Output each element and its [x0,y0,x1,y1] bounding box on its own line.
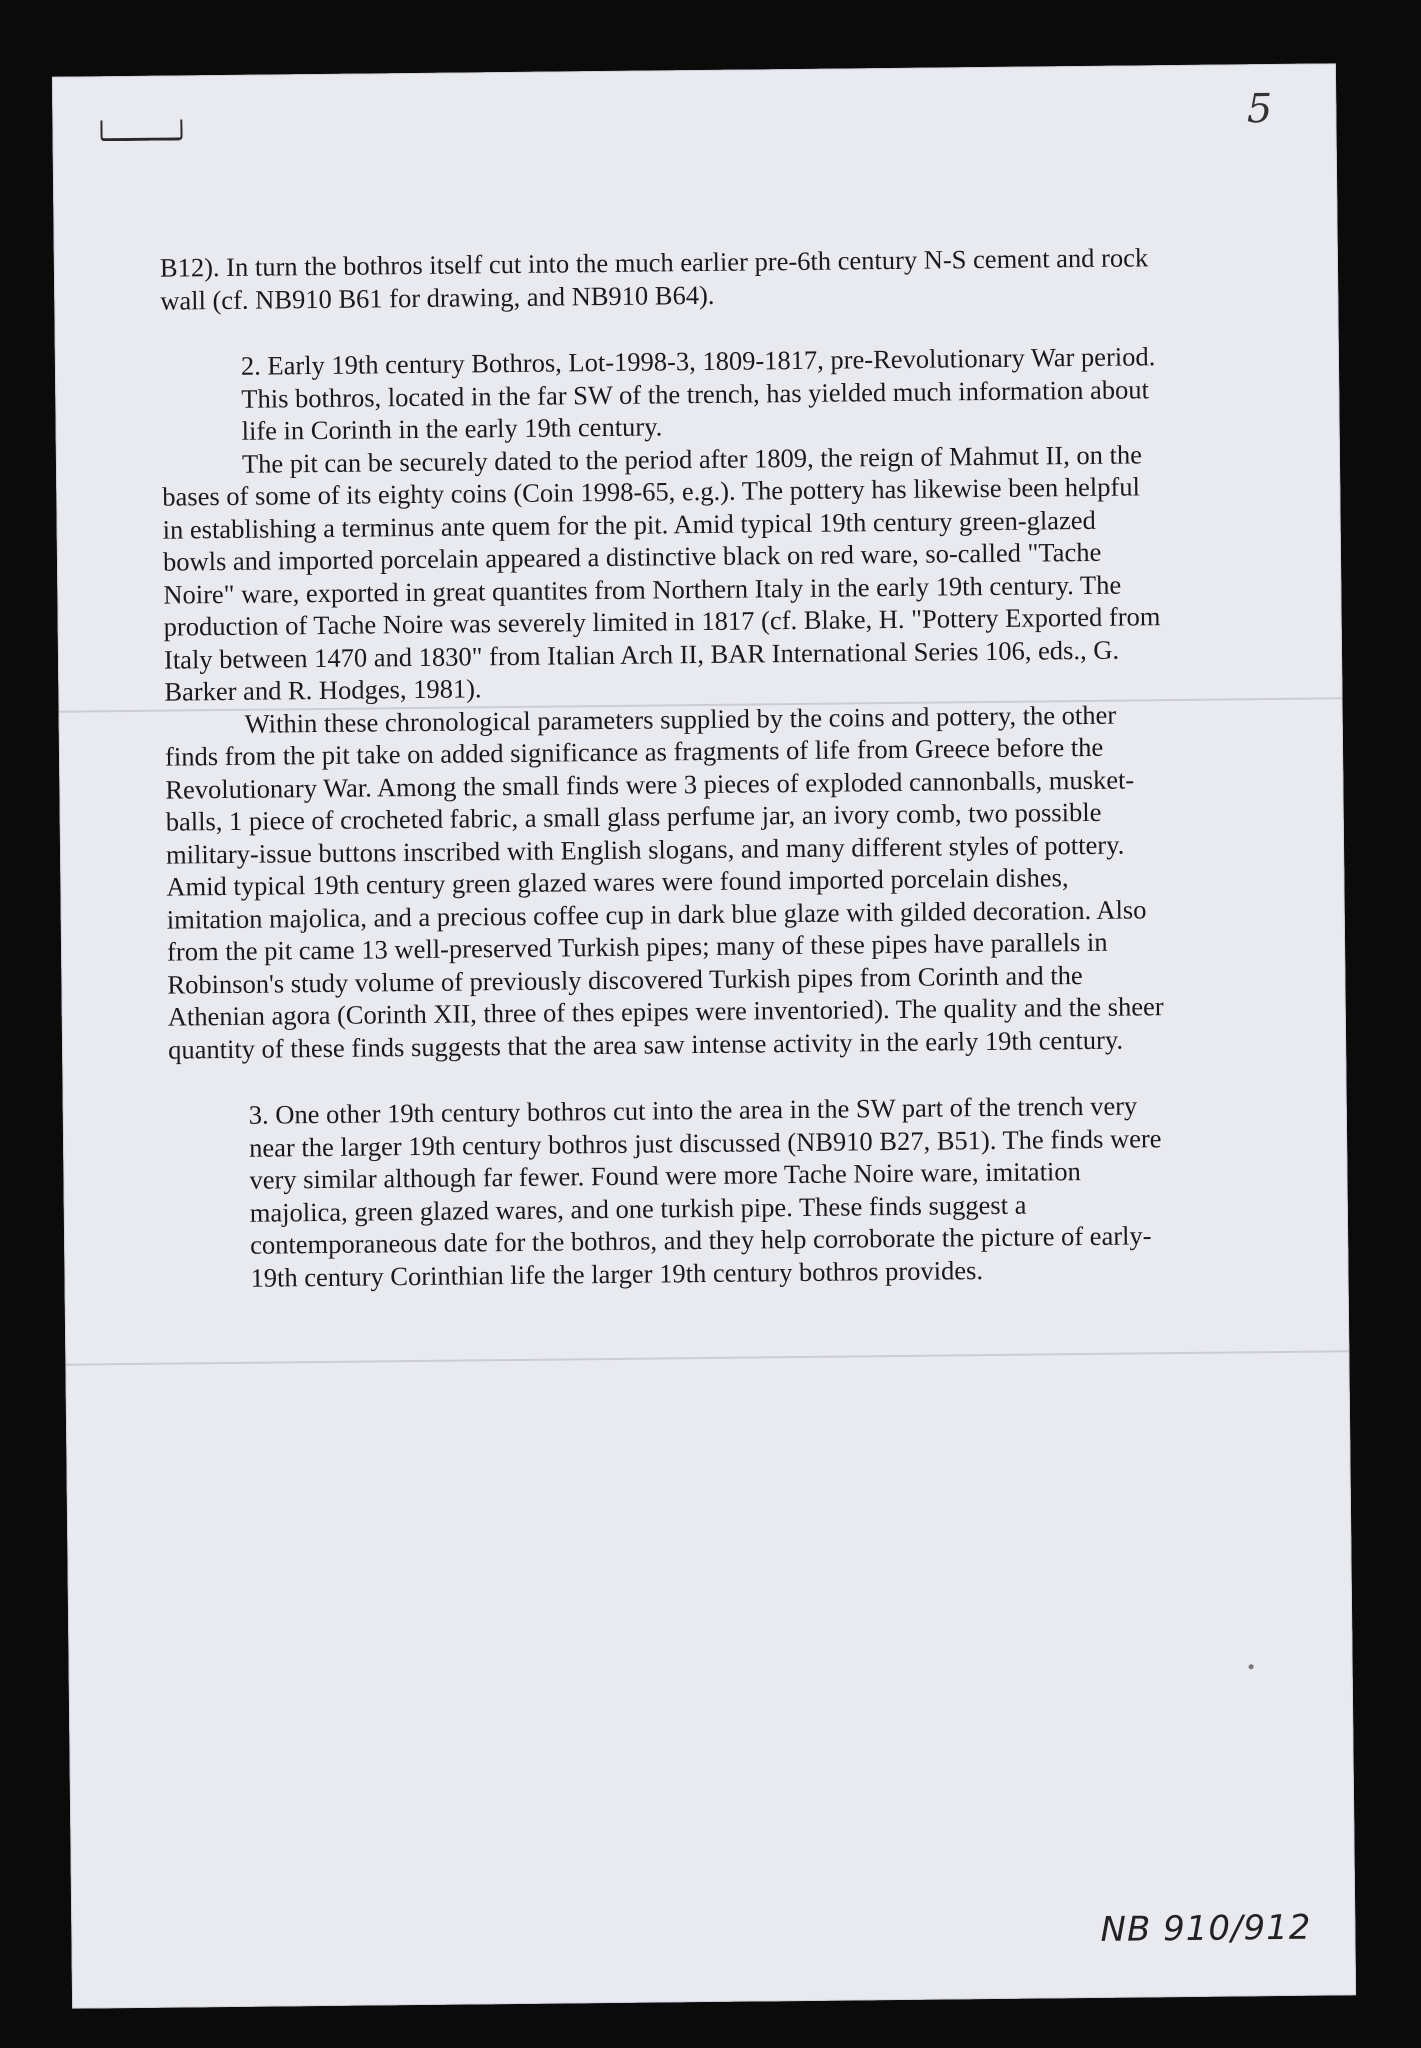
paragraph-2: 2. Early 19th century Bothros, Lot-1998-3, 1809-1817, pre-Revolutionary War period. This bothros, located in the far SW of the trench, has yielded much information about life in Corinth in the early 19th century. [240,341,1156,446]
paper-fold-line [65,1350,1349,1365]
document-page [52,63,1356,2008]
paragraph-4: Within these chronological parameters supplied by the coins and pottery, the other finds from the pit take on added significance as fragments of life from Greece before the Revolutionary War. Among the small finds were 3 pieces of exploded cannonballs, musket-balls, 1 piece of crocheted fabric, a small glass perfume jar, an ivory comb, two possible military-issue buttons inscribed with English slogans, and many different styles of pottery. Amid typical 19th century green glazed wares were found imported porcelain dishes, imitation majolica, and a precious coffee cup in dark blue glaze with gilded decoration. Also from the pit came 13 well-preserved Turkish pipes; many of these pipes have parallels in Robinson's study volume of previously discovered Turkish pipes from Corinth and the Athenian agora (Corinth XII, three of thes epipes were inventoried). The quality and the sheer quantity of these finds suggests that the area saw intense activity in the early 19th century. [164,699,1164,1065]
paragraph-5: 3. One other 19th century bothros cut into the area in the SW part of the trench very near the larger 19th century bothros just discussed (NB910 B27, B51). The finds were very similar although far fewer. Found were more Tache Noire ware, imitation majolica, green glazed wares, and one turkish pipe. These finds suggest a contemporaneous date for the bothros, and they help corroborate the picture of early-19th century Corinthian life the larger 19th century bothros provides. [248,1090,1162,1293]
paragraph-3: The pit can be securely dated to the period after 1809, the reign of Mahmut II, on the bases of some of its eighty coins (Coin 1998-65, e.g.). The pottery has likewise been helpful in establishing a terminus ante quem for the pit. Amid typical 19th century green-glazed bowls and imported porcelain appeared a distinctive black on red ware, so-called "Tache Noire" ware, exported in great quantites from Northern Italy in the early 19th century. The production of Tache Noire was severely limited in 1817 (cf. Blake, H. "Pottery Exported from Italy between 1470 and 1830" from Italian Arch II, BAR International Series 106, eds., G. Barker and R. Hodges, 1981). [162,438,1161,707]
body-text [160,241,1171,1294]
archive-note: NB 910/912 [1100,1907,1312,1950]
page-number: 5 [1246,85,1273,133]
paragraph-1: B12). In turn the bothros itself cut into the much earlier pre-6th century N-S cement and rock wall (cf. NB910 B61 for drawing, and NB910 B64). [159,242,1149,316]
staple-mark [100,119,182,141]
paper-speck [1249,1664,1254,1669]
